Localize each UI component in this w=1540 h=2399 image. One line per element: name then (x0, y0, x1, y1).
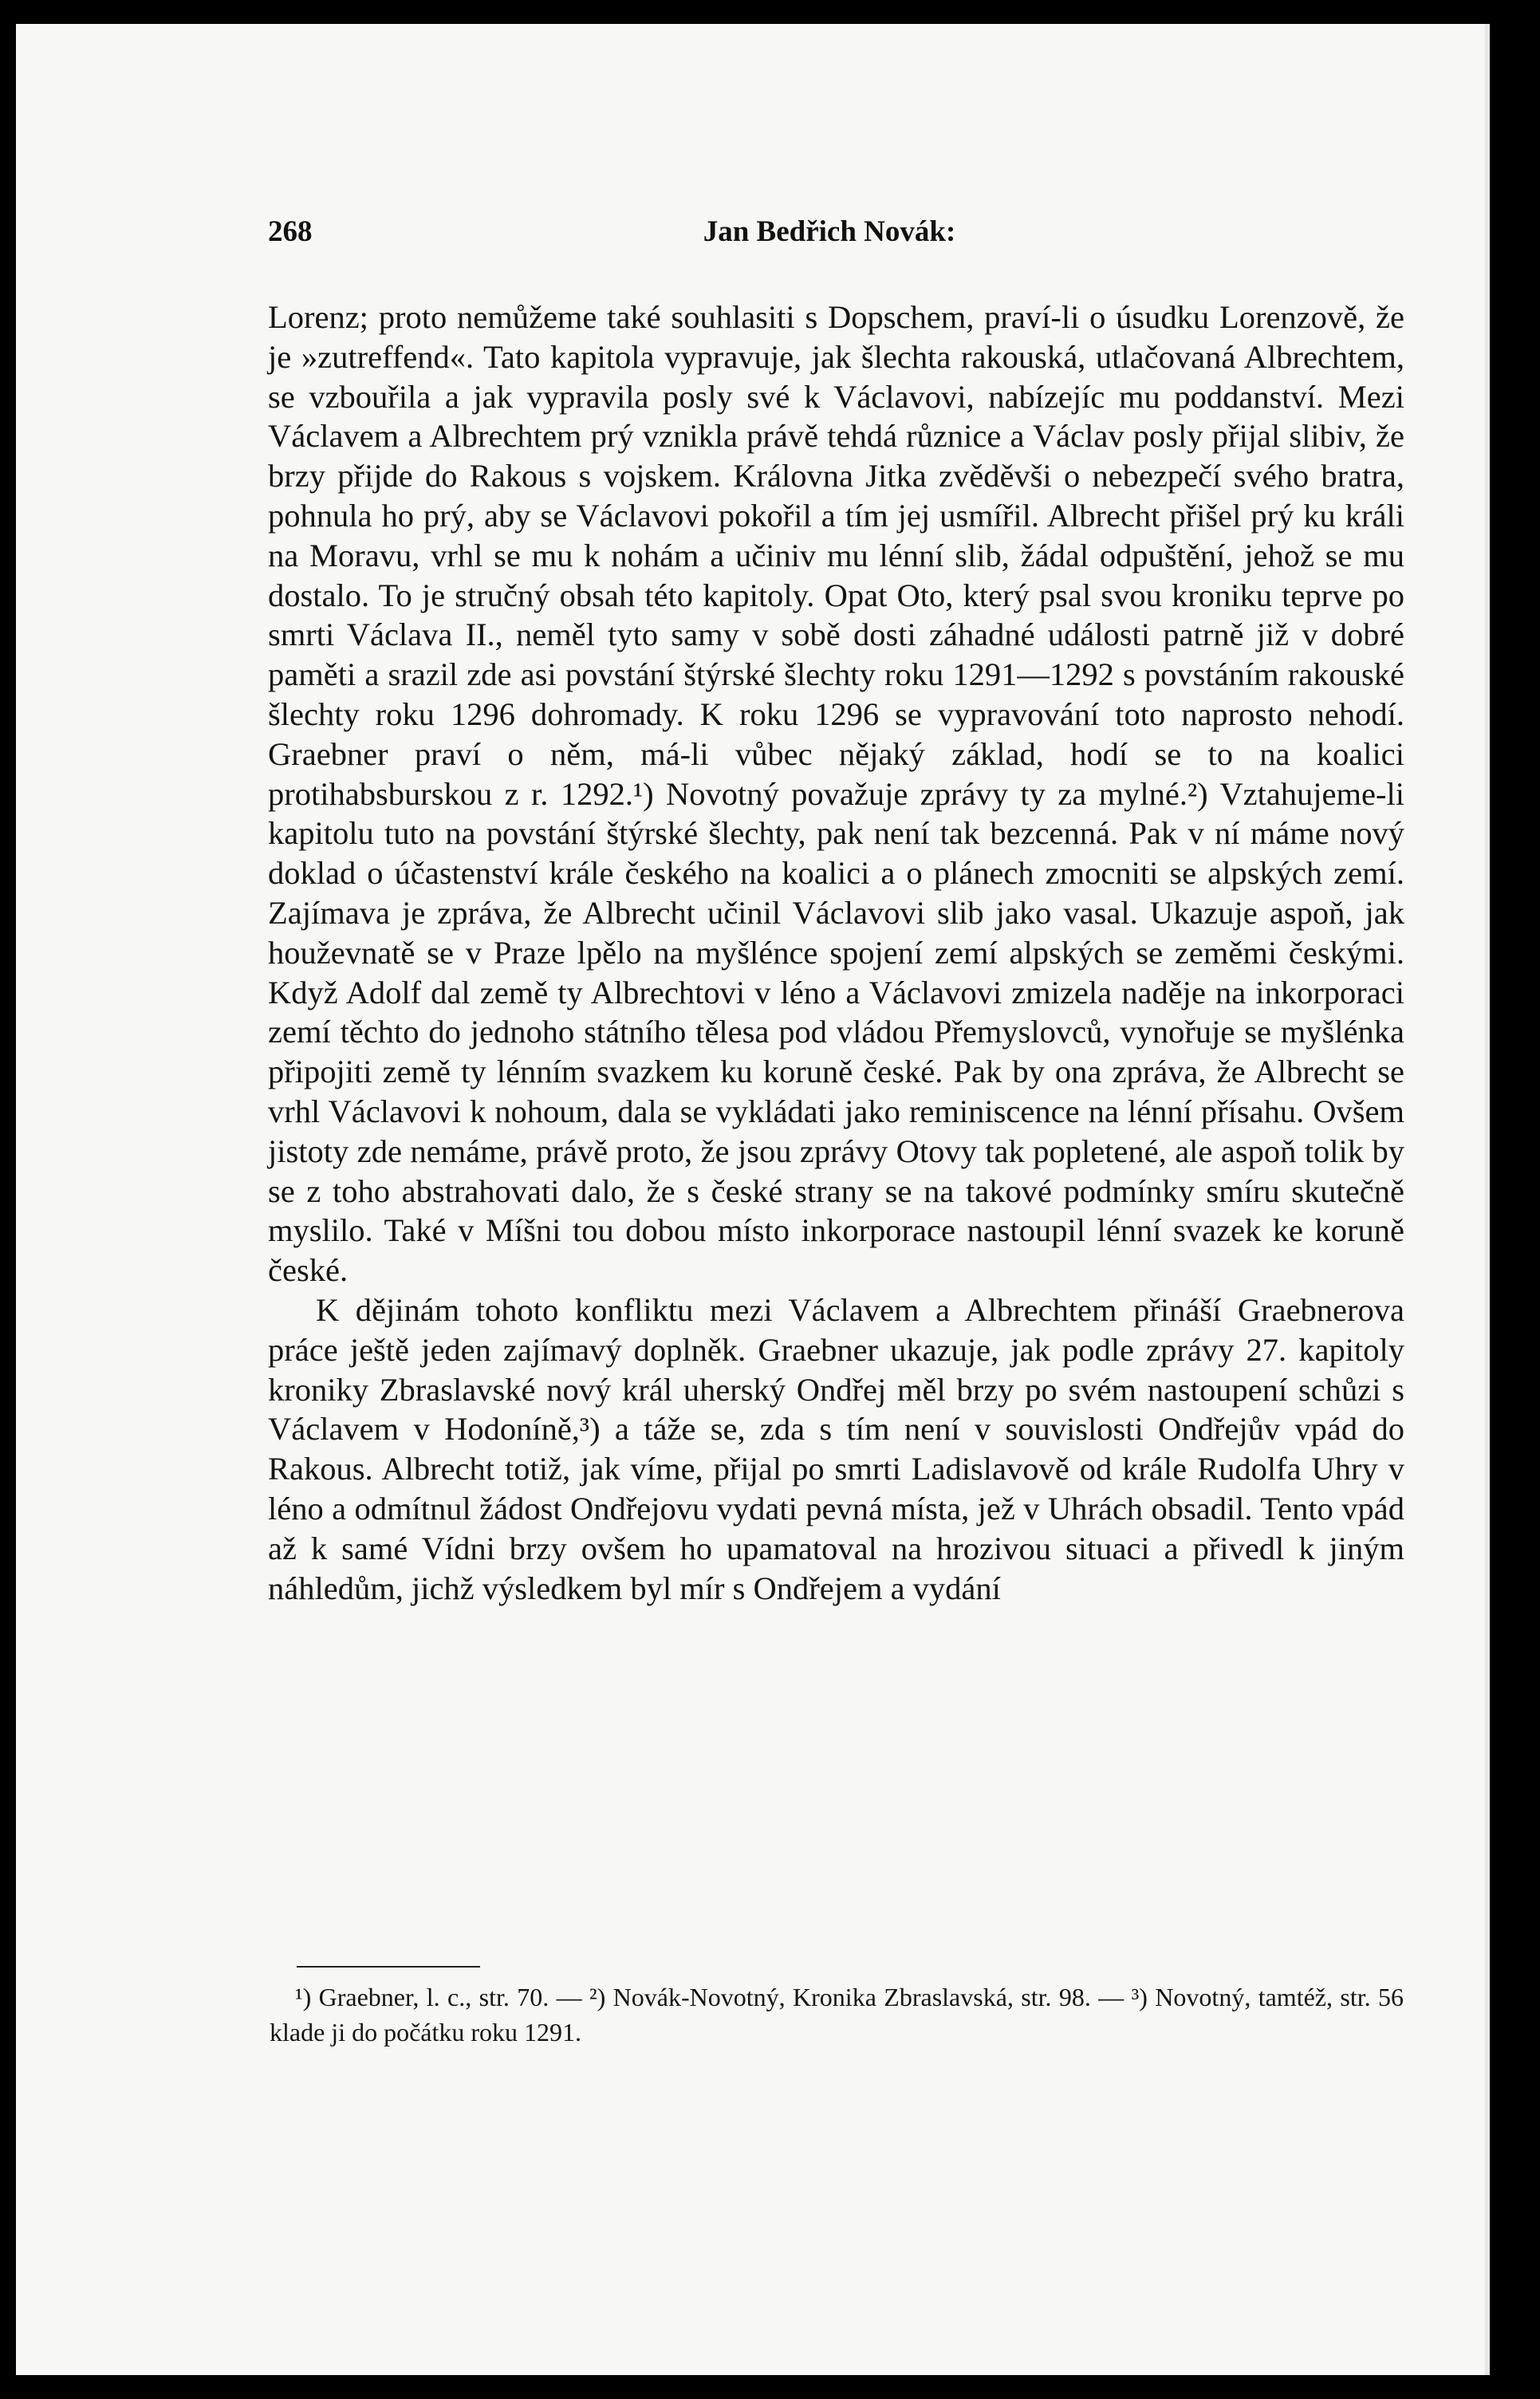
page-number: 268 (268, 215, 313, 248)
footnote-separator (297, 1966, 480, 1968)
book-page (16, 24, 1490, 2375)
body-text (268, 297, 1404, 1608)
footnote-text: ¹) Graebner, l. c., str. 70. — ²) Novák-Novotný, Kronika Zbraslavská, str. 98. — ³) Novotný, tamtéž, str. 56 klade ji do počátku roku 1291. (270, 1983, 1404, 2046)
paragraph-1: Lorenz; proto nemůžeme také souhlasiti s Dopschem, praví-li o úsudku Lorenzově, že je »zutreffend«. Tato kapitola vypravuje, jak šlechta rakouská, utlačovaná Albrechtem, se vzbouřila a jak vypravila posly své k Václavovi, nabízejíc mu poddanství. Mezi Václavem a Albrechtem prý vznikla právě tehdá různice a Václav posly přijal slibiv, že brzy přijde do Rakous s vojskem. Královna Jitka zvěděvši o nebezpečí svého bratra, pohnula ho prý, aby se Václavovi pokořil a tím jej usmířil. Albrecht přišel prý ku králi na Moravu, vrhl se mu k nohám a učiniv mu lénní slib, žádal odpuštění, jehož se mu dostalo. To je stručný obsah této kapitoly. Opat Oto, který psal svou kroniku teprve po smrti Václava II., neměl tyto samy v sobě dosti záhadné události patrně již v dobré paměti a srazil zde asi povstání štýrské šlechty roku 1291—1292 s povstáním rakouské šlechty roku 1296 dohromady. K roku 1296 se vypravování toto naprosto nehodí. Graebner praví o něm, má-li vůbec nějaký základ, hodí se to na koalici protihabsburskou z r. 1292.¹) Novotný považuje zprávy ty za mylné.²) Vztahujeme-li kapitolu tuto na povstání štýrské šlechty, pak není tak bezcenná. Pak v ní máme nový doklad o účastenství krále českého na koalici a o plánech zmocniti se alpských zemí. Zajímava je zpráva, že Albrecht učinil Václavovi slib jako vasal. Ukazuje aspoň, jak houževnatě se v Praze lpělo na myšlénce spojení zemí alpských se zeměmi českými. Když Adolf dal země ty Albrechtovi v léno a Václavovi zmizela naděje na inkorporaci zemí těchto do jednoho státního tělesa pod vládou Přemyslovců, vynořuje se myšlénka připojiti země ty lénním svazkem ku koruně české. Pak by ona zpráva, že Albrecht se vrhl Václavovi k nohoum, dala se vykládati jako reminiscence na lénní přísahu. Ovšem jistoty zde nemáme, právě proto, že jsou zprávy Otovy tak popletené, ale aspoň tolik by se z toho abstrahovati dalo, že s české strany se na takové podmínky smíru skutečně myslilo. Také v Míšni tou dobou místo inkorporace nastoupil lénní svazek ke koruně české. (268, 299, 1404, 1289)
footnotes (270, 1979, 1404, 2050)
running-head: Jan Bedřich Novák: (703, 215, 956, 248)
page-header (255, 203, 1404, 251)
paragraph-2: K dějinám tohoto konfliktu mezi Václavem a Albrechtem přináší Graebnerova práce ještě jeden zajímavý doplněk. Graebner ukazuje, jak podle zprávy 27. kapitoly kroniky Zbraslavské nový král uherský Ondřej měl brzy po svém nastoupení schůzi s Václavem v Hodoníně,³) a táže se, zda s tím není v souvislosti Ondřejův vpád do Rakous. Albrecht totiž, jak víme, přijal po smrti Ladislavově od krále Rudolfa Uhry v léno a odmítnul žádost Ondřejovu vydati pevná místa, jež v Uhrách obsadil. Tento vpád až k samé Vídni brzy ovšem ho upamatoval na hrozivou situaci a přivedl k jiným náhledům, jichž výsledkem byl mír s Ondřejem a vydání (268, 1291, 1404, 1606)
